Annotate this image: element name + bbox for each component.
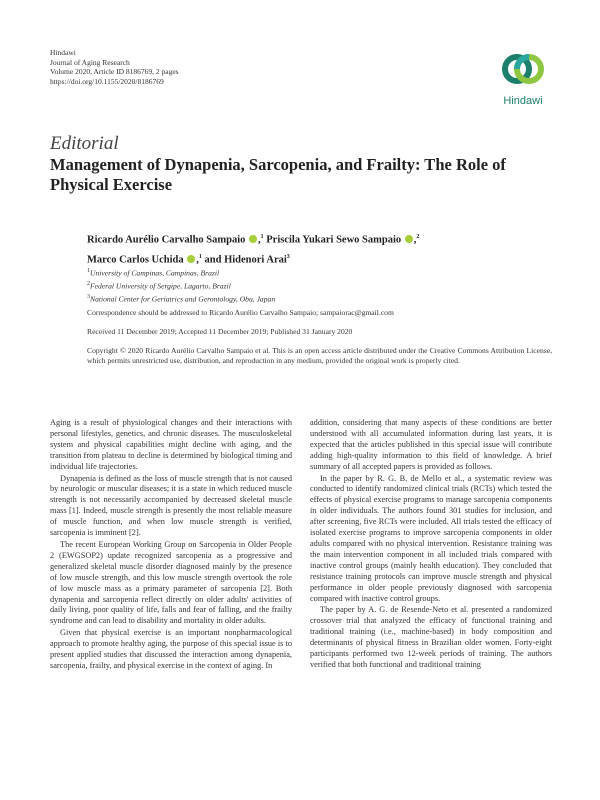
doi-link[interactable]: https://doi.org/10.1155/2020/8186769 bbox=[50, 76, 164, 86]
author-affil-sup: 3 bbox=[286, 253, 290, 260]
body-column-left bbox=[50, 418, 292, 672]
affiliations bbox=[87, 266, 547, 305]
author-affil-sup: 1 bbox=[260, 234, 264, 240]
hindawi-logo-icon bbox=[500, 50, 546, 88]
publisher-name: Hindawi bbox=[50, 48, 76, 57]
body-paragraph: In the paper by R. G. B. de Mello et al., a systematic review was conducted to identify randomized clinical trials (RCTs) which tested the effects of physical exercise programs to manage sarcopenia components in older individuals. The authors found 301 studies for inclusion, and after screening, five RCTs were included. All trials tested the efficacy of isolated exercise programs to improve sarcopenia components in older adults compared with no physical intervention. Resistance training was the main intervention component in all included trials compared with inactive control groups (mainly health education). They concluded that resistance training protocols can improve muscle strength and physical performance in older people previously diagnosed with sarcopenia compared with inactive control groups. bbox=[310, 473, 552, 603]
author-name: Marco Carlos Uchida bbox=[87, 254, 184, 265]
author-affil-sup: 2 bbox=[416, 234, 420, 240]
volume-info: Volume 2020, Article ID 8186769, 2 pages bbox=[50, 67, 179, 76]
author-list: Ricardo Aurélio Carvalho Sampaio ,$^1$ Priscila Yukari Sewo Sampaio ,$^2$ Marco Carlos Uchida ,$^1$ and Hidenori Arai$^3$ bbox=[87, 234, 420, 265]
author-affil-sup: 1 bbox=[198, 253, 202, 260]
orcid-icon[interactable] bbox=[187, 255, 195, 263]
journal-header bbox=[50, 48, 179, 86]
affiliation-item: $^1$University of Campinas, Campinas, Brazil bbox=[87, 268, 220, 278]
author-name: Ricardo Aurélio Carvalho Sampaio bbox=[87, 234, 246, 246]
body-paragraph: Aging is a result of physiological changes and their interactions with personal lifestyles, genetics, and chronic diseases. The musculoskeletal system and physical capabilities might decline with aging, and the transition from plateau to decline is determined by biological timing and individual life trajectories. bbox=[50, 418, 292, 471]
body-paragraph: The paper by A. G. de Resende-Neto et al. presented a randomized crossover trial that analyzed the efficacy of functional training and traditional training (i.e., machine-based) in body composition and determinants of physical fitness in Brazilian older women. Forty-eight participants performed two 12-week periods of training. The authors verified that both functional and traditional training bbox=[310, 605, 552, 669]
orcid-icon[interactable] bbox=[249, 235, 257, 243]
correspondence: Correspondence should be addressed to Ricardo Aurélio Carvalho Sampaio; sampaiorac@gmail.com bbox=[87, 308, 394, 317]
article-title: Management of Dynapenia, Sarcopenia, and Frailty: The Role of Physical Exercise bbox=[50, 155, 506, 194]
body-paragraph: The recent European Working Group on Sarcopenia in Older People 2 (EWGSOP2) update recognized sarcopenia as a progressive and generalized skeletal muscle disorder diagnosed mainly by the presence of low muscle strength, and this low muscle strength overtook the role of low muscle mass as a primary parameter of sarcopenia [2]. Both dynapenia and sarcopenia reflect directly on older adults' activities of daily living, poor quality of life, falls and fear of falling, and the frailty syndrome and can lead to disability and mortality in older adults. bbox=[50, 539, 292, 626]
body-paragraph: Dynapenia is defined as the loss of muscle strength that is not caused by neurologic or muscular diseases; it is a state in which reduced muscle strength is not necessarily accompanied by decreased skeletal muscle mass [1]. Indeed, muscle strength is presently the most reliable measure of muscle function, and when low muscle strength is verified, sarcopenia is imminent [2]. bbox=[50, 473, 292, 538]
body-column-right bbox=[310, 418, 552, 671]
section-label: Editorial bbox=[50, 133, 119, 154]
body-paragraph: Given that physical exercise is an important nonpharmacological approach to promote healthy aging, the purpose of this special issue is to present applied studies that discussed the interaction among dynapenia, sarcopenia, frailty, and physical exercise in the context of aging. In bbox=[50, 628, 292, 670]
journal-name: Journal of Aging Research bbox=[50, 57, 130, 67]
author-name: Priscila Yukari Sewo Sampaio bbox=[266, 234, 402, 246]
hindawi-logo bbox=[495, 50, 551, 107]
affiliation-item: $^2$Federal University of Sergipe, Lagarto, Brazil bbox=[87, 281, 231, 291]
body-paragraph: addition, considering that many aspects of these conditions are better understood with all accumulated information during last years, it is expected that the articles published in this special issue will contribute adding high-quality information to this field of knowledge. A brief summary of all accepted papers is provided as follows. bbox=[310, 418, 552, 471]
orcid-icon[interactable] bbox=[405, 235, 413, 243]
logo-wordmark: Hindawi bbox=[503, 95, 543, 107]
copyright-notice: Copyright © 2020 Ricardo Aurélio Carvalho Sampaio et al. This is an open access article distributed under the Creative Commons Attribution License, which permits unrestricted use, distribution, and reproduction in any medium, provided the original work is properly cited. bbox=[87, 346, 552, 365]
article-dates: Received 11 December 2019; Accepted 11 December 2019; Published 31 January 2020 bbox=[87, 327, 353, 336]
affiliation-item: $^3$National Center for Geriatrics and Gerontology, Obu, Japan bbox=[87, 294, 276, 304]
author-name: and Hidenori Arai bbox=[204, 254, 287, 265]
